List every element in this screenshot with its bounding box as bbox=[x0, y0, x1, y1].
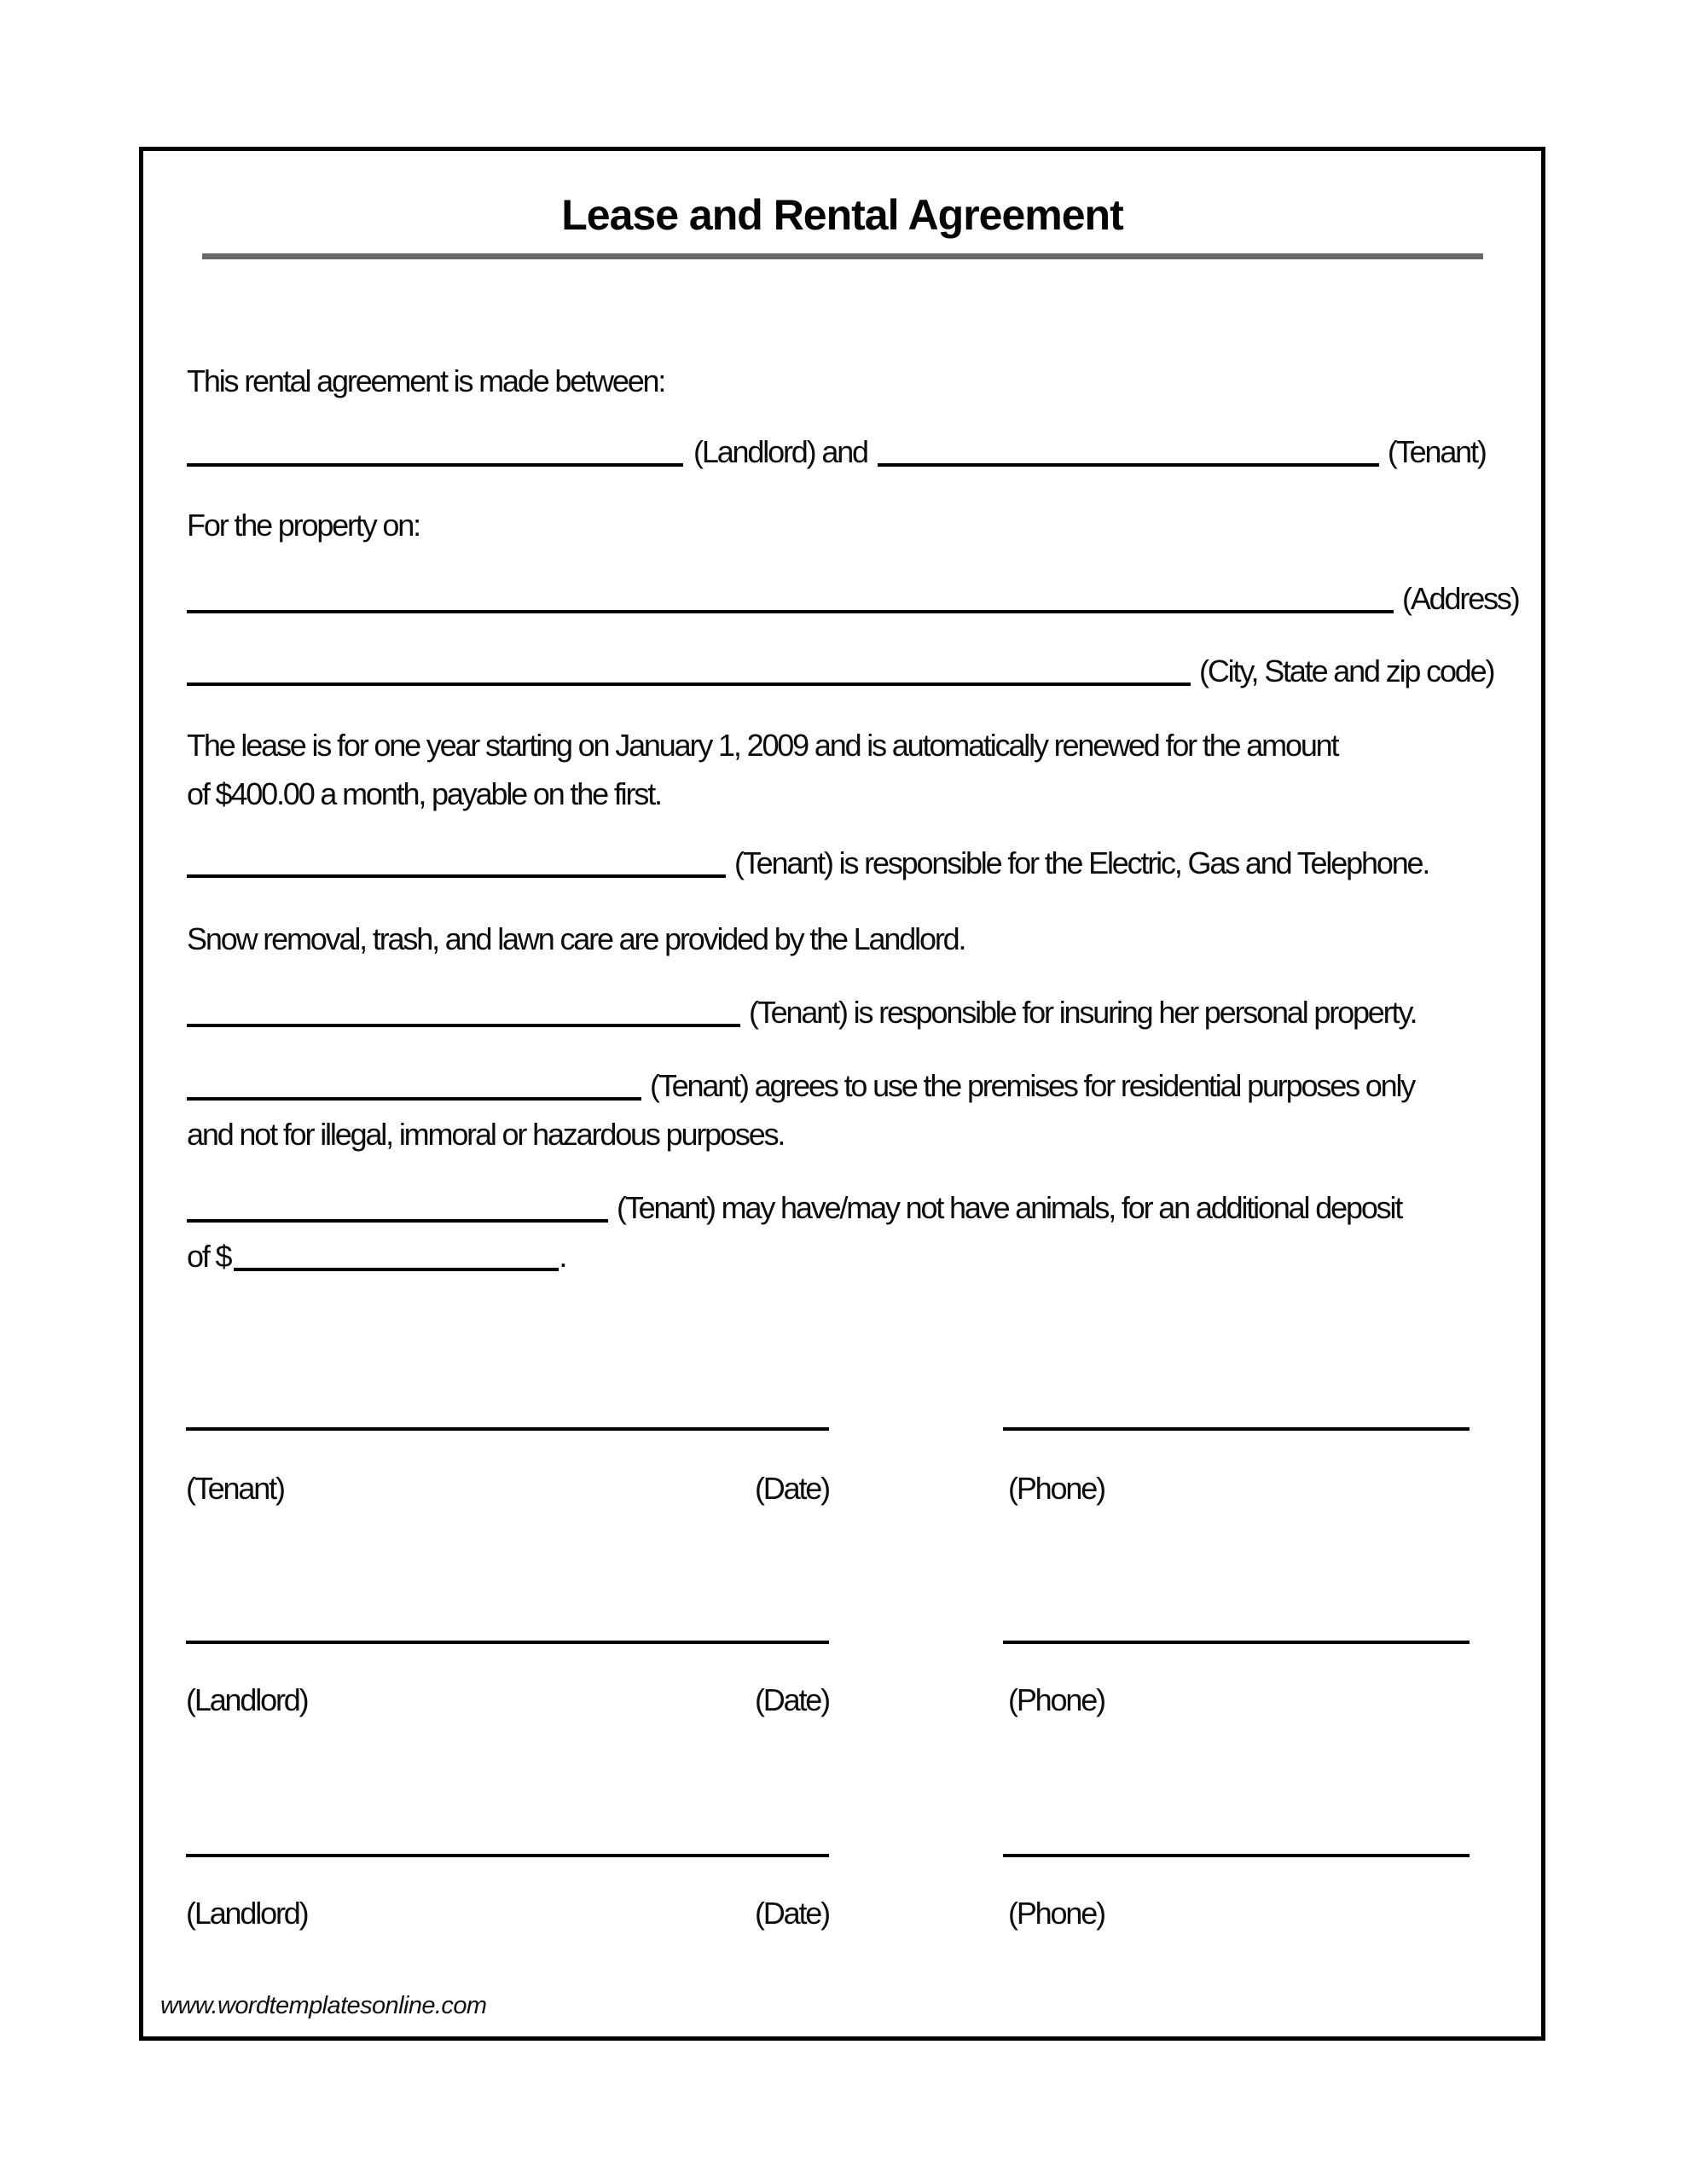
utilities-fill-in-line bbox=[187, 839, 1429, 887]
address-label: (Address) bbox=[1402, 581, 1519, 616]
landlord-phone-line bbox=[1003, 1641, 1470, 1644]
lease-terms-line2: of $400.00 a month, payable on the first. bbox=[187, 776, 661, 811]
tenant-phone-line bbox=[1003, 1427, 1470, 1431]
page-title: Lease and Rental Agreement bbox=[561, 191, 1123, 239]
address-blank bbox=[187, 584, 1394, 613]
deposit-amount-blank bbox=[234, 1242, 559, 1271]
signature-phone-label: (Phone) bbox=[1008, 1896, 1104, 1931]
intro-paragraph: This rental agreement is made between: bbox=[187, 363, 665, 398]
website-footer: www.wordtemplatesonline.com bbox=[160, 1992, 487, 2019]
city-state-zip-label: (City, State and zip code) bbox=[1199, 653, 1494, 688]
property-intro-paragraph: For the property on: bbox=[187, 508, 420, 543]
lease-terms-line1: The lease is for one year starting on January 1, 2009 and is automatically renewed for the amount bbox=[187, 728, 1338, 763]
use-clause-line1-label: (Tenant) agrees to use the premises for residential purposes only bbox=[650, 1068, 1415, 1103]
signature-date-label: (Date) bbox=[754, 1471, 829, 1506]
landlord-signature-line bbox=[186, 1641, 829, 1644]
animals-clause-paragraph bbox=[187, 1183, 1401, 1281]
document-page bbox=[139, 147, 1545, 2041]
signature-row bbox=[186, 1854, 1512, 1857]
utilities-label: (Tenant) is responsible for the Electric, Gas and Telephone. bbox=[734, 845, 1429, 880]
address-fill-in-line bbox=[187, 574, 1519, 623]
landlord-phone-line bbox=[1003, 1854, 1470, 1857]
city-state-zip-blank bbox=[187, 657, 1191, 686]
tenant-signature-line bbox=[186, 1427, 829, 1431]
tenant-name-blank bbox=[878, 438, 1379, 467]
landlord-name-blank bbox=[187, 438, 683, 467]
deposit-prefix: of $ bbox=[187, 1239, 231, 1274]
signature-row bbox=[186, 1641, 1512, 1644]
signature-phone-label: (Phone) bbox=[1008, 1471, 1104, 1506]
landlord-label: (Landlord) and bbox=[693, 434, 867, 469]
utilities-tenant-blank bbox=[187, 849, 726, 878]
parties-fill-in-line bbox=[187, 427, 1486, 476]
signature-phone-label: (Phone) bbox=[1008, 1682, 1104, 1717]
city-state-zip-fill-in-line bbox=[187, 647, 1493, 695]
signature-row bbox=[186, 1427, 1512, 1431]
insurance-tenant-blank bbox=[187, 998, 740, 1027]
deposit-suffix: . bbox=[559, 1239, 566, 1274]
animals-line1-label: (Tenant) may have/may not have animals, for an additional deposit bbox=[617, 1190, 1402, 1225]
use-clause-line2: and not for illegal, immoral or hazardous purposes. bbox=[187, 1117, 785, 1152]
lease-terms-paragraph bbox=[187, 721, 1337, 818]
use-clause-tenant-blank bbox=[187, 1072, 641, 1101]
use-clause-paragraph bbox=[187, 1061, 1414, 1159]
landlord-services-paragraph: Snow removal, trash, and lawn care are provided by the Landlord. bbox=[187, 921, 965, 956]
signature-party-label: (Landlord) bbox=[186, 1896, 308, 1931]
animals-tenant-blank bbox=[187, 1194, 608, 1223]
tenant-label: (Tenant) bbox=[1387, 434, 1486, 469]
insurance-fill-in-line bbox=[187, 988, 1416, 1037]
landlord-signature-line bbox=[186, 1854, 829, 1857]
signature-party-label: (Landlord) bbox=[186, 1682, 308, 1717]
signature-party-label: (Tenant) bbox=[186, 1471, 284, 1506]
signature-date-label: (Date) bbox=[754, 1896, 829, 1931]
title-divider-rule bbox=[202, 253, 1483, 259]
insurance-label: (Tenant) is responsible for insuring her personal property. bbox=[749, 995, 1417, 1030]
signature-date-label: (Date) bbox=[754, 1682, 829, 1717]
